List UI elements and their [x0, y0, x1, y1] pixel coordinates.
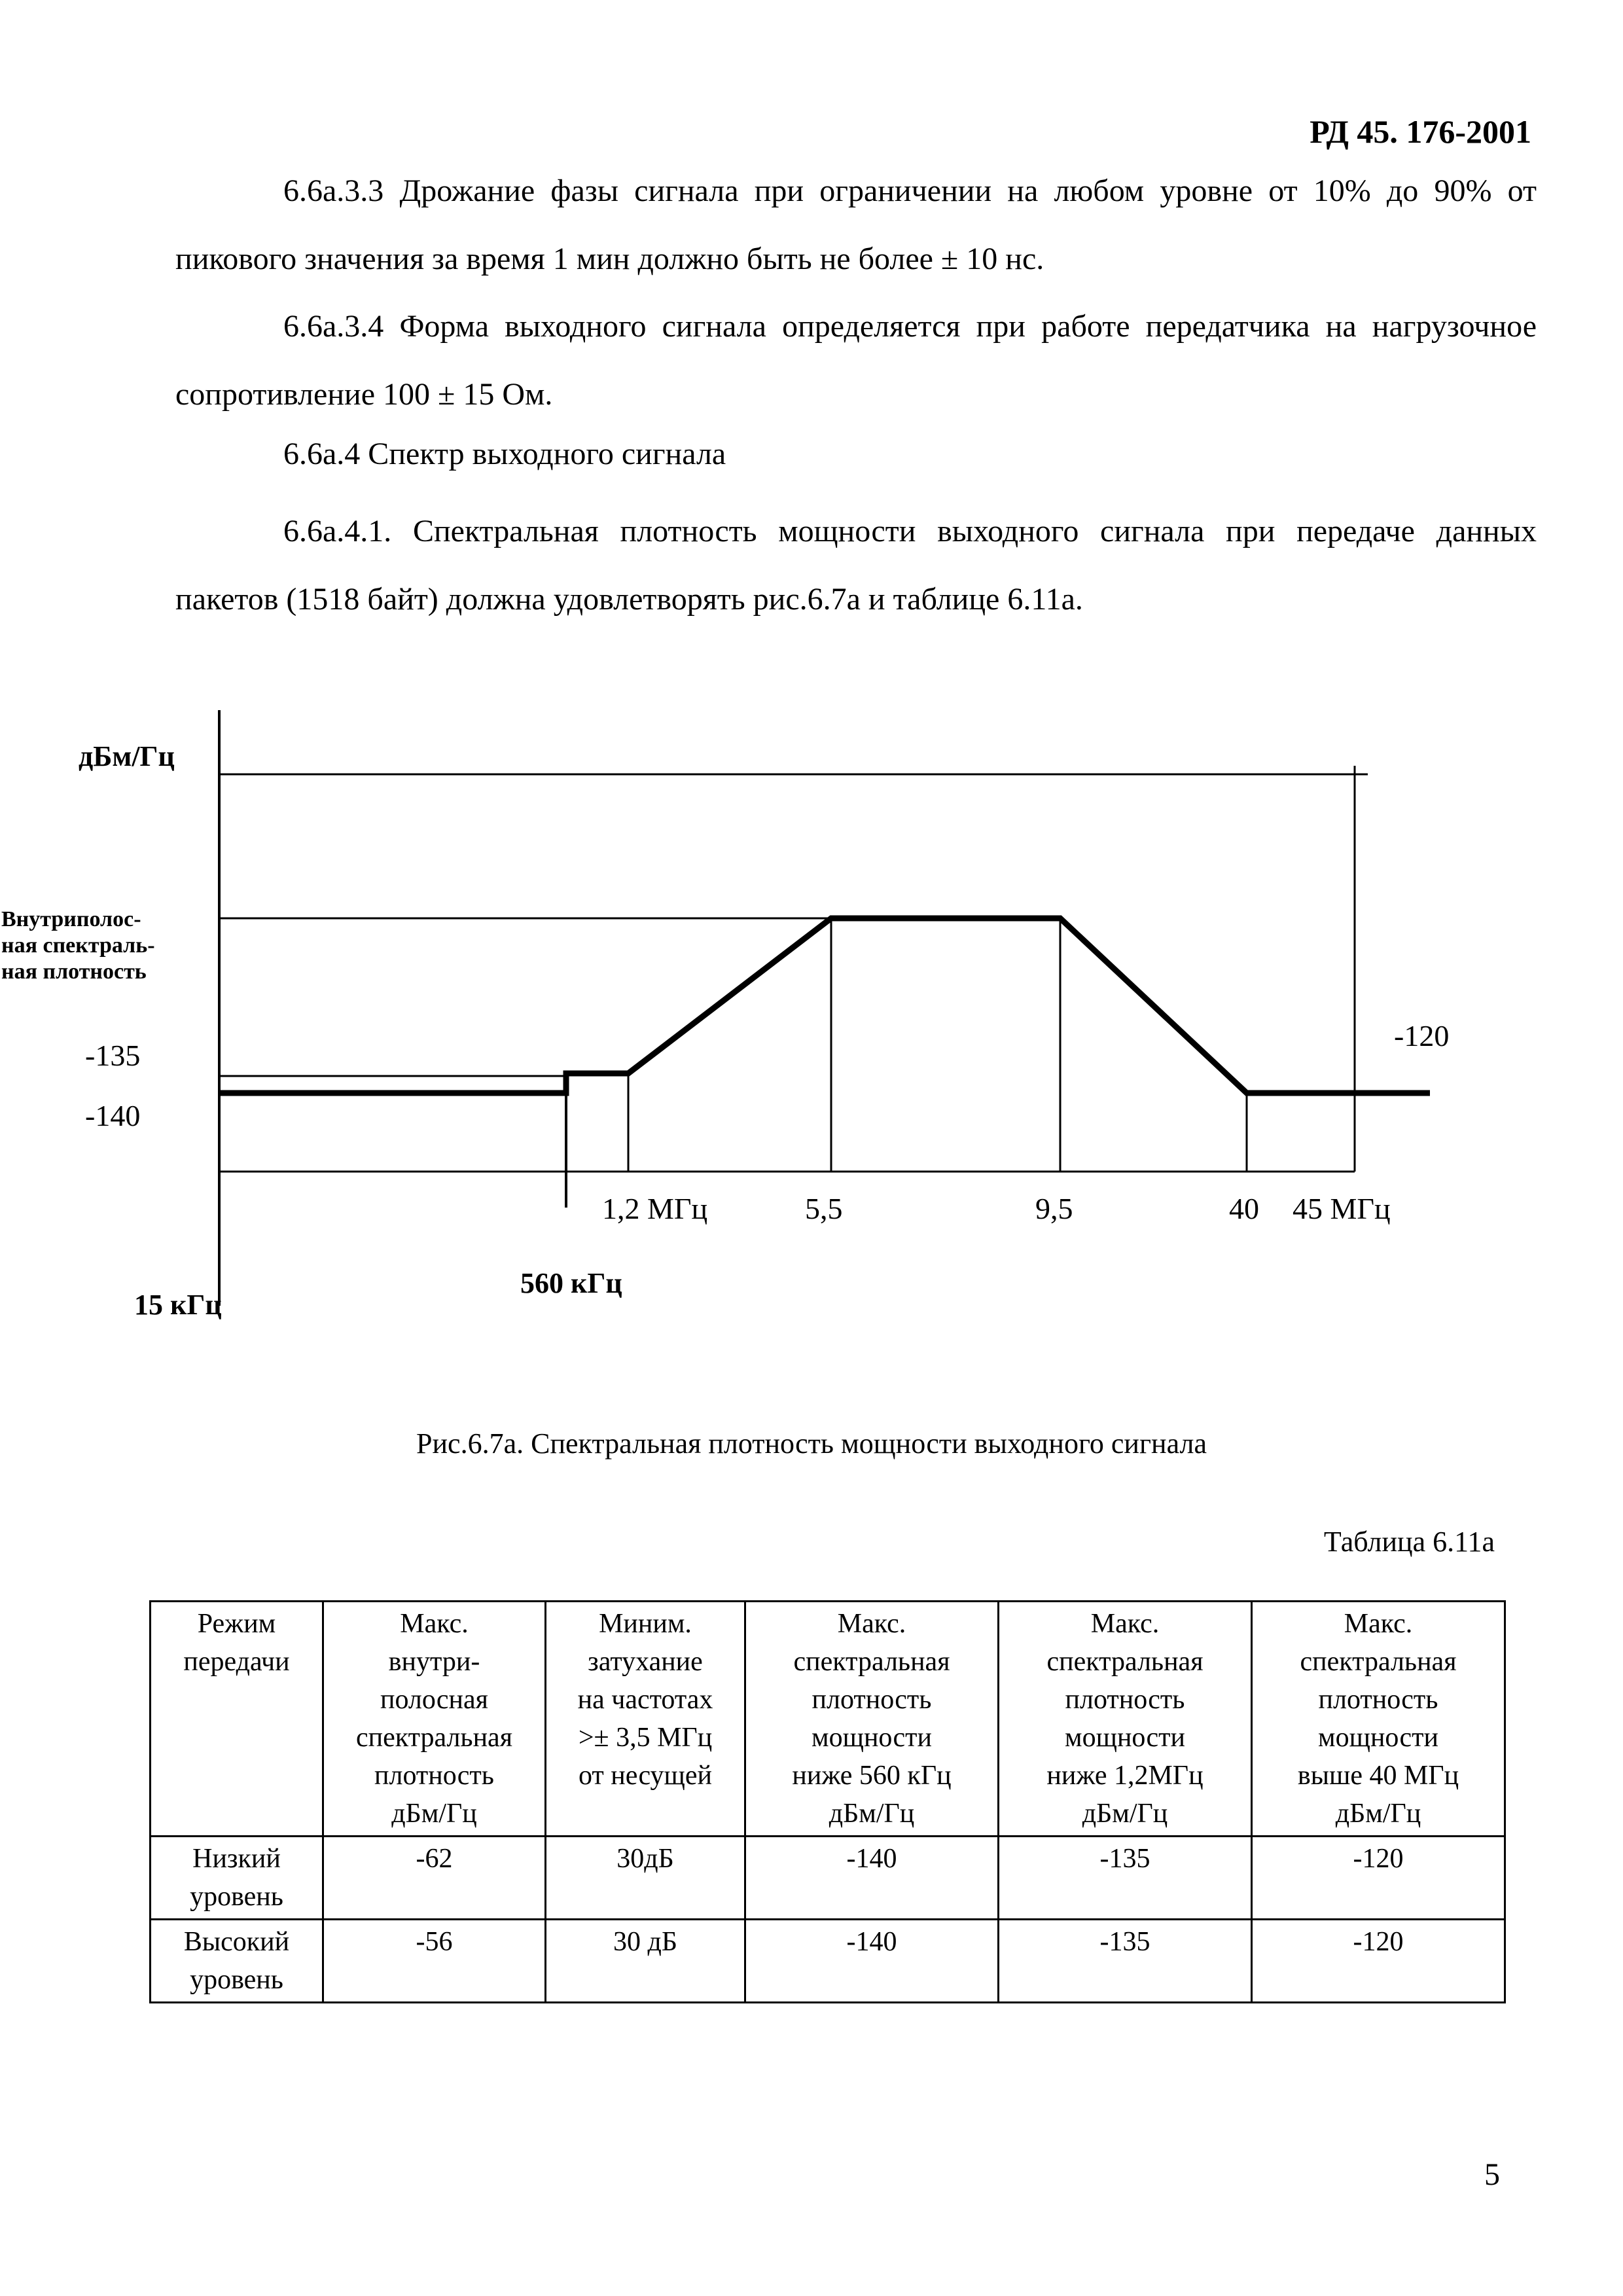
freq-1-2m-label: 1,2 МГц: [602, 1192, 708, 1225]
table-header-row: [151, 1602, 1505, 1837]
header-density-above-40m: Макс. спектральная плотность мощности выше 40 МГц дБм/Гц: [1252, 1602, 1505, 1837]
header-density-below-1-2m: Макс. спектральная плотность мощности ниже 1,2МГц дБм/Гц: [999, 1602, 1252, 1837]
paragraph-6-6a-4-1: 6.6а.4.1. Спектральная плотность мощности выходного сигнала при передаче данных пакетов (1518 байт) должна удовлетворять рис.6.7а и таблице 6.11а.: [175, 514, 1537, 617]
table-cell: -135: [999, 1837, 1252, 1920]
table-cell: -135: [999, 1920, 1252, 2003]
paragraph-6-6a-3-3: 6.6а.3.3 Дрожание фазы сигнала при ограничении на любом уровне от 10% до 90% от пикового значения за время 1 мин должно быть не более ± 10 нс.: [175, 173, 1537, 276]
freq-560k-label: 560 кГц: [520, 1267, 622, 1299]
header-density-below-560k: Макс. спектральная плотность мощности ниже 560 кГц дБм/Гц: [745, 1602, 999, 1837]
paragraph-6-6a-3-4: 6.6а.3.4 Форма выходного сигнала определяется при работе передатчика на нагрузочное сопротивление 100 ± 15 Ом.: [175, 309, 1537, 412]
spectral-density-table: [149, 1600, 1506, 2003]
header-mode: Режим передачи: [151, 1602, 323, 1837]
paragraph-6-6a-4: 6.6а.4 Спектр выходного сигнала: [283, 437, 726, 471]
inband-label-line-1: Внутриполос-: [1, 907, 141, 931]
inband-label-line-3: ная плотность: [1, 960, 147, 984]
spectral-mask-curve: [219, 918, 1430, 1093]
table-cell: -120: [1252, 1920, 1505, 2003]
table-cell: -56: [323, 1920, 546, 2003]
freq-9-5-label: 9,5: [1035, 1192, 1073, 1225]
figure-caption: Рис.6.7а. Спектральная плотность мощности выходного сигнала: [416, 1427, 1207, 1460]
inband-label-line-2: ная спектраль-: [1, 933, 155, 958]
table-cell: -62: [323, 1837, 546, 1920]
spectral-density-figure: [0, 687, 1623, 1342]
row-mode-low: Низкий уровень: [151, 1837, 323, 1920]
table-cell: 30 дБ: [546, 1920, 745, 2003]
header-min-attenuation: Миним. затухание на частотах >± 3,5 МГц от несущей: [546, 1602, 745, 1837]
page-number: 5: [1484, 2157, 1500, 2192]
freq-15k-label: 15 кГц: [134, 1289, 222, 1321]
table-title: Таблица 6.11а: [1323, 1526, 1495, 1558]
table-row: [151, 1920, 1505, 2003]
document-code: РД 45. 176-2001: [1310, 113, 1531, 150]
freq-5-5-label: 5,5: [805, 1192, 843, 1225]
table-cell: 30дБ: [546, 1837, 745, 1920]
table-row: [151, 1837, 1505, 1920]
y-unit-label: дБм/Гц: [79, 740, 175, 772]
freq-45m-label: 45 МГц: [1293, 1192, 1391, 1225]
row-mode-high: Высокий уровень: [151, 1920, 323, 2003]
header-inband-density: Макс. внутри- полосная спектральная плотность дБм/Гц: [323, 1602, 546, 1837]
table-cell: -140: [745, 1920, 999, 2003]
table-cell: -140: [745, 1837, 999, 1920]
level-140-label: -140: [85, 1099, 141, 1132]
table-cell: -120: [1252, 1837, 1505, 1920]
level-120-label: -120: [1394, 1019, 1450, 1052]
freq-40-label: 40: [1229, 1192, 1259, 1225]
level-135-label: -135: [85, 1039, 141, 1072]
